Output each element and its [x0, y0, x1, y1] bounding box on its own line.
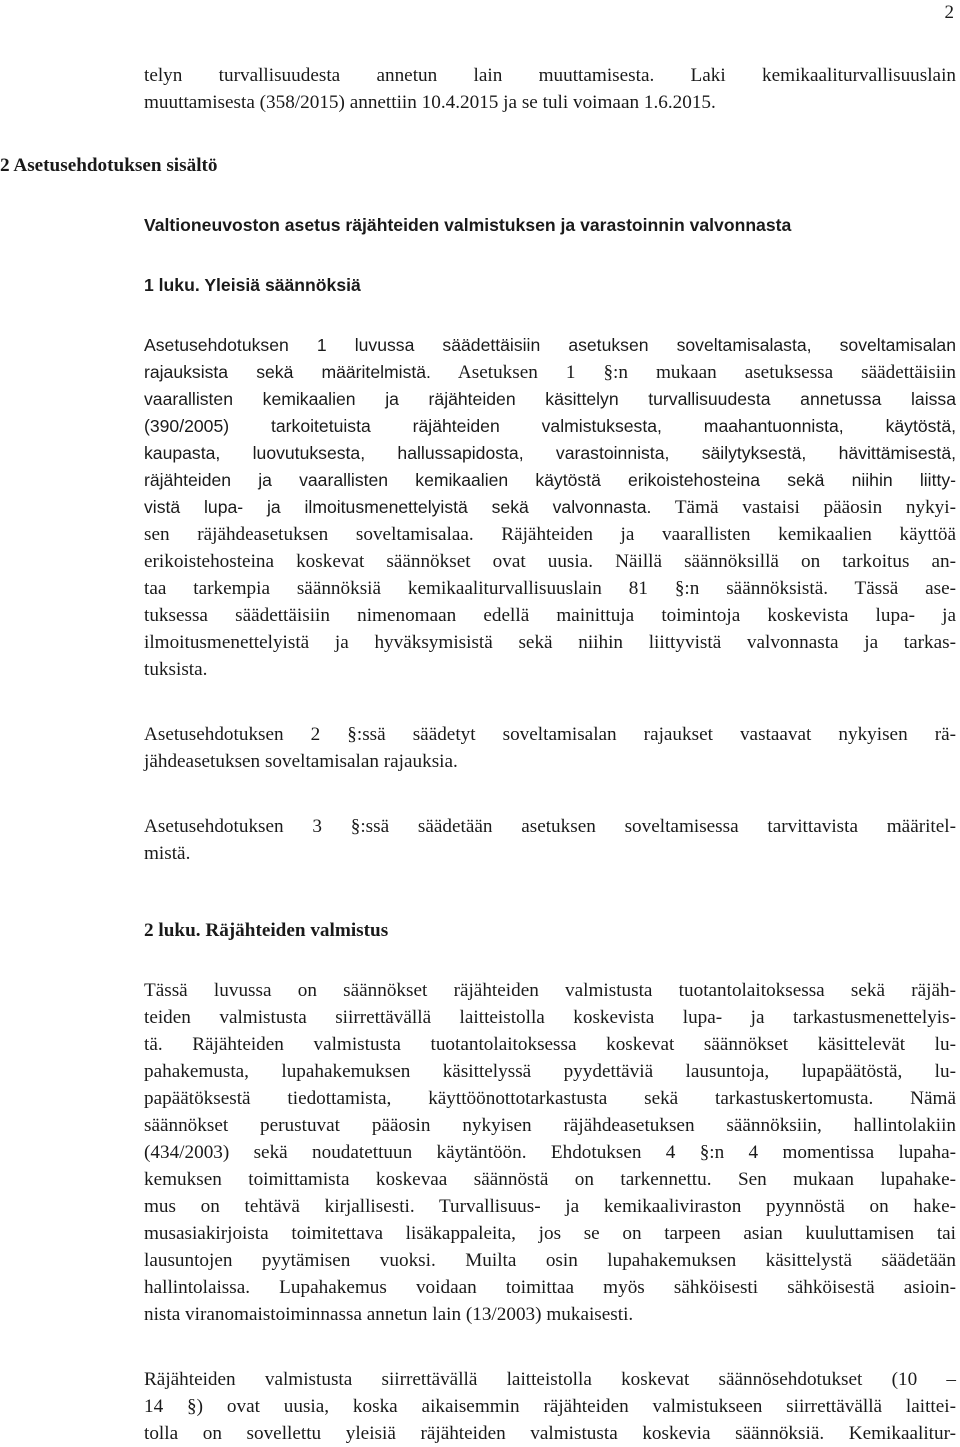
ch2-p1-line-9: mus on tehtävä kirjallisesti. Turvallisuus- ja kemikaaliviraston pyynnöstä on hake- [144, 1196, 956, 1217]
ch2-p1-line-4: pahakemusta, lupahakemuksen käsittelyssä pyydettäviä lausuntoja, lupapäätöstä, lu- [144, 1061, 956, 1082]
chapter-1-paragraph-3 [144, 813, 956, 867]
ch1-p1-line-9: erikoistehosteina koskevat säännökset ovat uusia. Näillä säännöksillä on tarkoitus an- [144, 551, 956, 572]
chapter-1-paragraph-2 [144, 721, 956, 775]
ch1-p1-line-6: räjähteiden ja vaarallisten kemikaalien käytöstä erikoistehosteina sekä niihin liitty- [144, 470, 956, 490]
section-heading: 2 Asetusehdotuksen sisältö [0, 155, 218, 176]
ch2-p1-line-2: teiden valmistusta siirrettävällä laitteistolla koskevista lupa- ja tarkastusmenettelyis- [144, 1007, 956, 1028]
page-number: 2 [944, 2, 954, 23]
ch1-p1-line-10: taa tarkempia säännöksiä kemikaaliturvallisuuslain 81 §:n säännöksistä. Tässä ase- [144, 578, 956, 599]
chapter-2-paragraph-1 [144, 977, 956, 1328]
ch2-p1-line-13: nista viranomaistoiminnassa annetun lain (13/2003) mukaisesti. [144, 1304, 634, 1325]
ch2-p1-line-11: lausuntojen pyytämisen vuoksi. Muilta osin lupahakemuksen käsittelystä säädetään [144, 1250, 956, 1271]
ch1-p2-line-2: jähdeasetuksen soveltamisalan rajauksia. [144, 751, 458, 772]
ch2-p1-line-6: säännökset perustuvat pääosin nykyisen räjähdeasetuksen säännöksiin, hallintolakiin [144, 1115, 956, 1136]
ch2-p1-line-7: (434/2003) sekä noudatettuun käytäntöön. Ehdotuksen 4 §:n 4 momentissa lupaha- [144, 1142, 956, 1163]
chapter-1-title: Yleisiä säännöksiä [204, 275, 361, 295]
chapter-2-title: Räjähteiden valmistus [205, 920, 389, 941]
chapter-2-paragraph-2 [144, 1366, 956, 1447]
ch1-p3-line-1: Asetusehdotuksen 3 §:ssä säädetään asetuksen soveltamisessa tarvittavista määritel- [144, 816, 956, 837]
ch2-p1-line-12: hallintolaissa. Lupahakemus voidaan toimittaa myös sähköisesti sähköisestä asioin- [144, 1277, 956, 1298]
ch1-p3-line-2: mistä. [144, 843, 191, 864]
ch2-p2-line-2: 14 §) ovat uusia, koska aikaisemmin räjähteiden valmistukseen siirrettävällä laittei- [144, 1396, 956, 1417]
ch2-p2-line-3: tolla on sovellettu yleisiä räjähteiden valmistusta koskevia säännöksiä. Kemikaalitur- [144, 1423, 956, 1444]
ch2-p1-line-8: kemuksen toimittamista koskevaa säännöstä on tarkennettu. Sen mukaan lupahake- [144, 1169, 956, 1190]
ch1-p1-line-11: tuksessa säädettäisiin nimenomaan edellä mainittuja toimintoja koskevista lupa- ja [144, 605, 956, 626]
chapter-2-number: 2 luku. [144, 920, 201, 941]
ch1-p1-line-7: vistä lupa- ja ilmoitusmenettelyistä sekä valvonnasta. Tämä vastaisi pääosin nykyi- [144, 497, 957, 518]
chapter-1-number: 1 luku. [144, 275, 200, 295]
document-body [0, 62, 957, 1447]
ch2-p1-line-5: papäätöksestä tiedottamista, käyttöönottotarkastusta sekä tarkastuskertomusta. Nämä [144, 1088, 956, 1109]
intro-paragraph [144, 62, 956, 116]
ch1-p1-line-1: Asetusehdotuksen 1 luvussa säädettäisiin asetuksen soveltamisalasta, soveltamisalan [144, 335, 956, 355]
ch2-p1-line-1: Tässä luvussa on säännökset räjähteiden valmistusta tuotantolaitoksessa sekä räjäh- [144, 980, 956, 1001]
decree-title: Valtioneuvoston asetus räjähteiden valmistuksen ja varastoinnin valvonnasta [144, 215, 792, 235]
ch2-p2-line-1: Räjähteiden valmistusta siirrettävällä laitteistolla koskevat säännösehdotukset (10 – [144, 1369, 956, 1390]
chapter-1-heading [144, 272, 956, 299]
ch1-p1-line-5: kaupasta, luovutuksesta, hallussapidosta, varastoinnista, säilytyksestä, hävittämisestä, [144, 443, 956, 463]
chapter-2-heading [144, 917, 956, 944]
ch1-p1-line-2: rajauksista sekä määritelmistä. Asetuksen 1 §:n mukaan asetuksessa säädettäisiin [144, 362, 956, 383]
chapter-1-paragraph-1 [144, 332, 956, 683]
ch1-p1-line-13: tuksista. [144, 659, 208, 680]
ch2-p1-line-10: musasiakirjoista toimitettava lisäkappaleita, jos se on tarpeen asian kuuluttamisen tai [144, 1223, 956, 1244]
ch1-p2-line-1: Asetusehdotuksen 2 §:ssä säädetyt soveltamisalan rajaukset vastaavat nykyisen rä- [144, 724, 956, 745]
intro-line-2: muuttamisesta (358/2015) annettiin 10.4.2015 ja se tuli voimaan 1.6.2015. [144, 92, 716, 113]
ch1-p1-line-8: sen räjähdeasetuksen soveltamisalaa. Räjähteiden ja vaarallisten kemikaalien käyttöä [144, 524, 956, 545]
ch1-p1-line-4: (390/2005) tarkoitetuista räjähteiden valmistuksesta, maahantuonnista, käytöstä, [144, 416, 956, 436]
ch1-p1-line-3: vaarallisten kemikaalien ja räjähteiden käsittelyn turvallisuudesta annetussa laissa [144, 389, 956, 409]
intro-line-1: telyn turvallisuudesta annetun lain muuttamisesta. Laki kemikaaliturvallisuuslain [144, 65, 956, 86]
ch1-p1-line-12: ilmoitusmenettelyistä ja hyväksymisistä sekä niihin liittyvistä valvonnasta ja tarkas- [144, 632, 956, 653]
ch2-p1-line-3: tä. Räjähteiden valmistusta tuotantolaitoksessa koskevat säännökset käsittelevät lu- [144, 1034, 956, 1055]
